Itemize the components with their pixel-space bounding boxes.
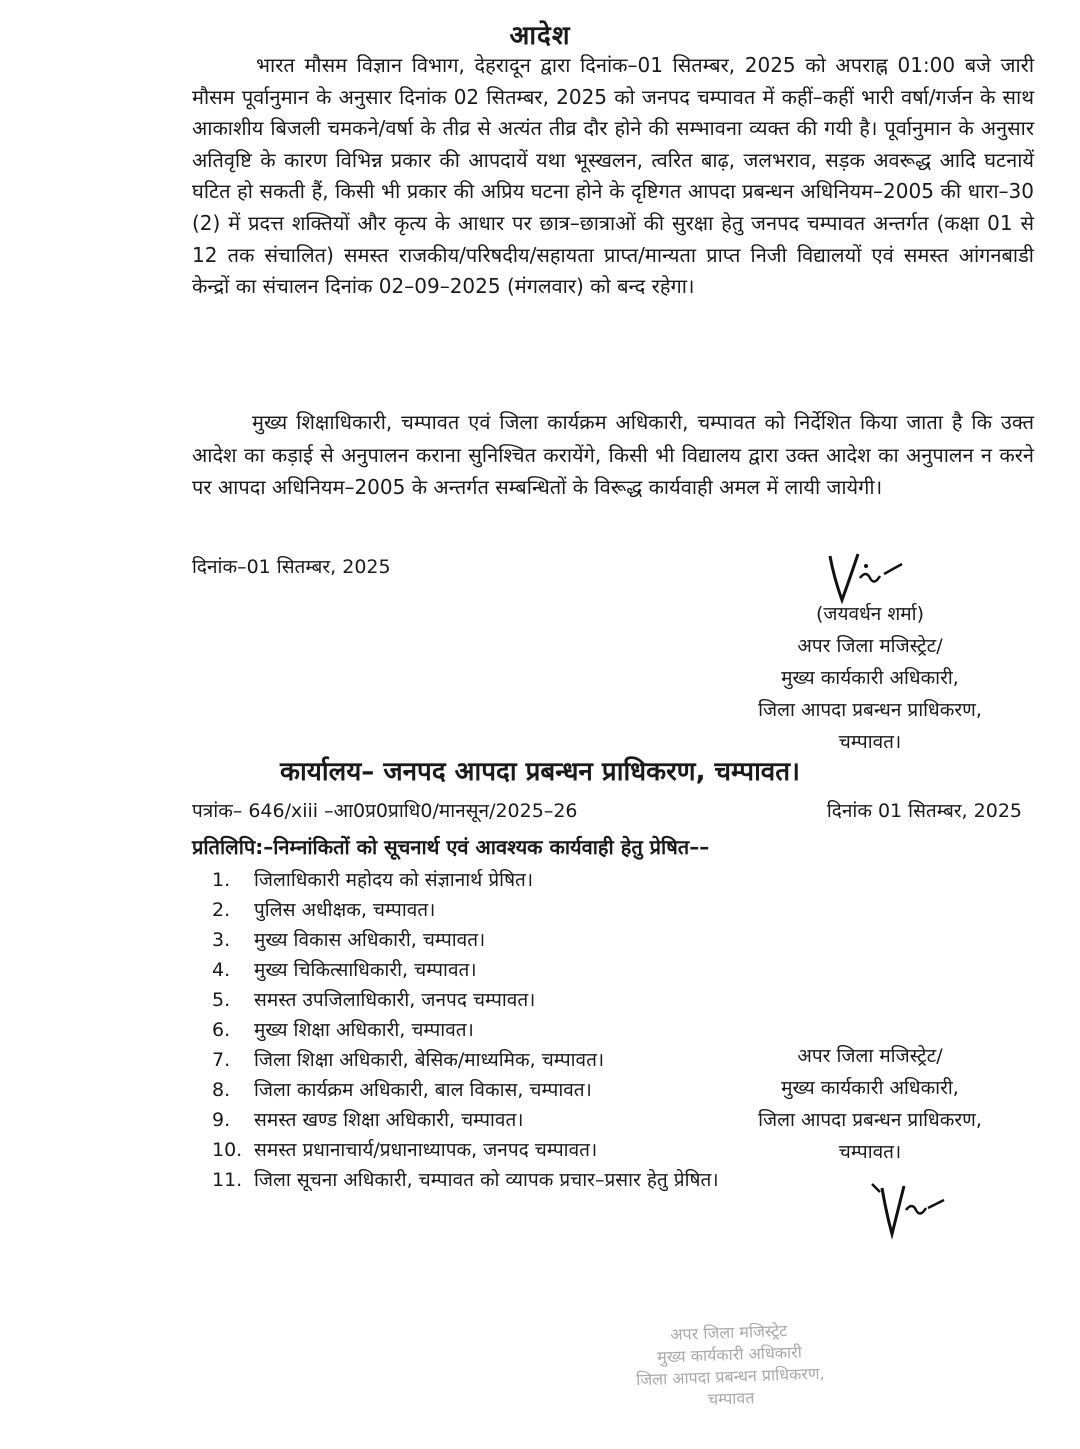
official-stamp: अपर जिला मजिस्ट्रेट मुख्य कार्यकारी अधिकारी जिला आपदा प्रबन्धन प्राधिकरण, चम्पावत bbox=[635, 1320, 825, 1409]
copy-list bbox=[212, 865, 719, 1195]
signature-mark-1 bbox=[820, 548, 910, 604]
signatory-designation-1: अपर जिला मजिस्ट्रेट/ bbox=[797, 635, 943, 657]
list-item: 7. जिला शिक्षा अधिकारी, बेसिक/माध्यमिक, चम्पावत। bbox=[212, 1049, 605, 1071]
reference-line bbox=[192, 797, 1034, 823]
signatory-designation-3: जिला आपदा प्रबन्धन प्राधिकरण, bbox=[758, 699, 982, 721]
signatory-designation-4: चम्पावत। bbox=[838, 1141, 902, 1163]
document-title: आदेश bbox=[509, 21, 571, 51]
list-item: 8. जिला कार्यक्रम अधिकारी, बाल विकास, चम्पावत। bbox=[212, 1079, 592, 1101]
list-item: 11. जिला सूचना अधिकारी, चम्पावत को व्यापक प्रचार–प्रसार हेतु प्रेषित। bbox=[212, 1169, 719, 1191]
list-item: 5. समस्त उपजिलाधिकारी, जनपद चम्पावत। bbox=[212, 989, 536, 1011]
signatory-designation-2: मुख्य कार्यकारी अधिकारी, bbox=[781, 667, 959, 689]
signatory-designation-2: मुख्य कार्यकारी अधिकारी, bbox=[781, 1077, 959, 1099]
signatory-designation-3: जिला आपदा प्रबन्धन प्राधिकरण, bbox=[758, 1109, 982, 1131]
letter-date: दिनांक 01 सितम्बर, 2025 bbox=[826, 800, 1022, 822]
signatory-designation-4: चम्पावत। bbox=[838, 731, 902, 753]
list-item: 1. जिलाधिकारी महोदय को संज्ञानार्थ प्रेषित। bbox=[212, 869, 534, 891]
list-item: 6. मुख्य शिक्षा अधिकारी, चम्पावत। bbox=[212, 1019, 474, 1041]
order-paragraph-2: मुख्य शिक्षाधिकारी, चम्पावत एवं जिला कार्यक्रम अधिकारी, चम्पावत को निर्देशित किया जाता है कि उक्त आदेश का कड़ाई से अनुपालन कराना सुनिश्चित करायेंगे, किसी भी विद्यालय द्वारा उक्त आदेश का अनुपालन न करने पर आपदा अधिनियम–2005 के अन्तर्गत सम्बन्धितों के विरूद्ध कार्यवाही अमल में लायी जायेगी। bbox=[192, 410, 1034, 499]
office-heading: कार्यालय– जनपद आपदा प्रबन्धन प्राधिकरण, चम्पावत। bbox=[280, 757, 800, 787]
order-date: दिनांक–01 सितम्बर, 2025 bbox=[192, 556, 391, 578]
list-item: 2. पुलिस अधीक्षक, चम्पावत। bbox=[212, 899, 436, 921]
list-item: 3. मुख्य विकास अधिकारी, चम्पावत। bbox=[212, 929, 486, 951]
list-item: 9. समस्त खण्ड शिक्षा अधिकारी, चम्पावत। bbox=[212, 1109, 524, 1131]
signatory-block-2 bbox=[700, 1040, 1040, 1168]
letter-number: पत्रांक– 646/xiii –आ0प्र0प्राधि0/मानसून/2025–26 bbox=[192, 800, 578, 822]
order-paragraph-1: भारत मौसम विज्ञान विभाग, देहरादून द्वारा दिनांक–01 सितम्बर, 2025 को अपराह्न 01:00 बजे जारी मौसम पूर्वानुमान के अनुसार दिनांक 02 सितम्बर, 2025 को जनपद चम्पावत में कहीं–कहीं भारी वर्षा/गर्जन के साथ आकाशीय बिजली चमकने/वर्षा के तीव्र से अत्यंत तीव्र दौर होने की सम्भावना व्यक्त की गयी है। पूर्वानुमान के अनुसार अतिवृष्टि के कारण विभिन्न प्रकार की आपदायें यथा भूस्खलन, त्वरित बाढ़, जलभराव, सड़क अवरूद्ध आदि घटनायें घटित हो सकती हैं, किसी भी प्रकार की अप्रिय घटना होने के दृष्टिगत आपदा प्रबन्धन अधिनियम–2005 की धारा–30 (2) में प्रदत्त शक्तियों और कृत्य के आधार पर छात्र–छात्राओं की सुरक्षा हेतु जनपद चम्पावत अन्तर्गत (कक्षा 01 से 12 तक संचालित) समस्त राजकीय/परिषदीय/सहायता प्राप्त/मान्यता प्राप्त निजी विद्यालयों एवं समस्त आंगनबाडी केन्द्रों का संचालन दिनांक 02–09–2025 (मंगलवार) को बन्द रहेगा। bbox=[192, 53, 1034, 299]
signature-mark-2 bbox=[868, 1180, 948, 1240]
list-item: 4. मुख्य चिकित्साधिकारी, चम्पावत। bbox=[212, 959, 477, 981]
copy-heading: प्रतिलिपि:–निम्नांकितों को सूचनार्थ एवं आवश्यक कार्यवाही हेतु प्रेषित–– bbox=[192, 835, 710, 859]
signatory-block-1 bbox=[700, 598, 1040, 758]
list-item: 10. समस्त प्रधानाचार्य/प्रधानाध्यापक, जनपद चम्पावत। bbox=[212, 1139, 598, 1161]
signatory-name: (जयवर्धन शर्मा) bbox=[816, 603, 924, 625]
signatory-designation-1: अपर जिला मजिस्ट्रेट/ bbox=[797, 1045, 943, 1067]
